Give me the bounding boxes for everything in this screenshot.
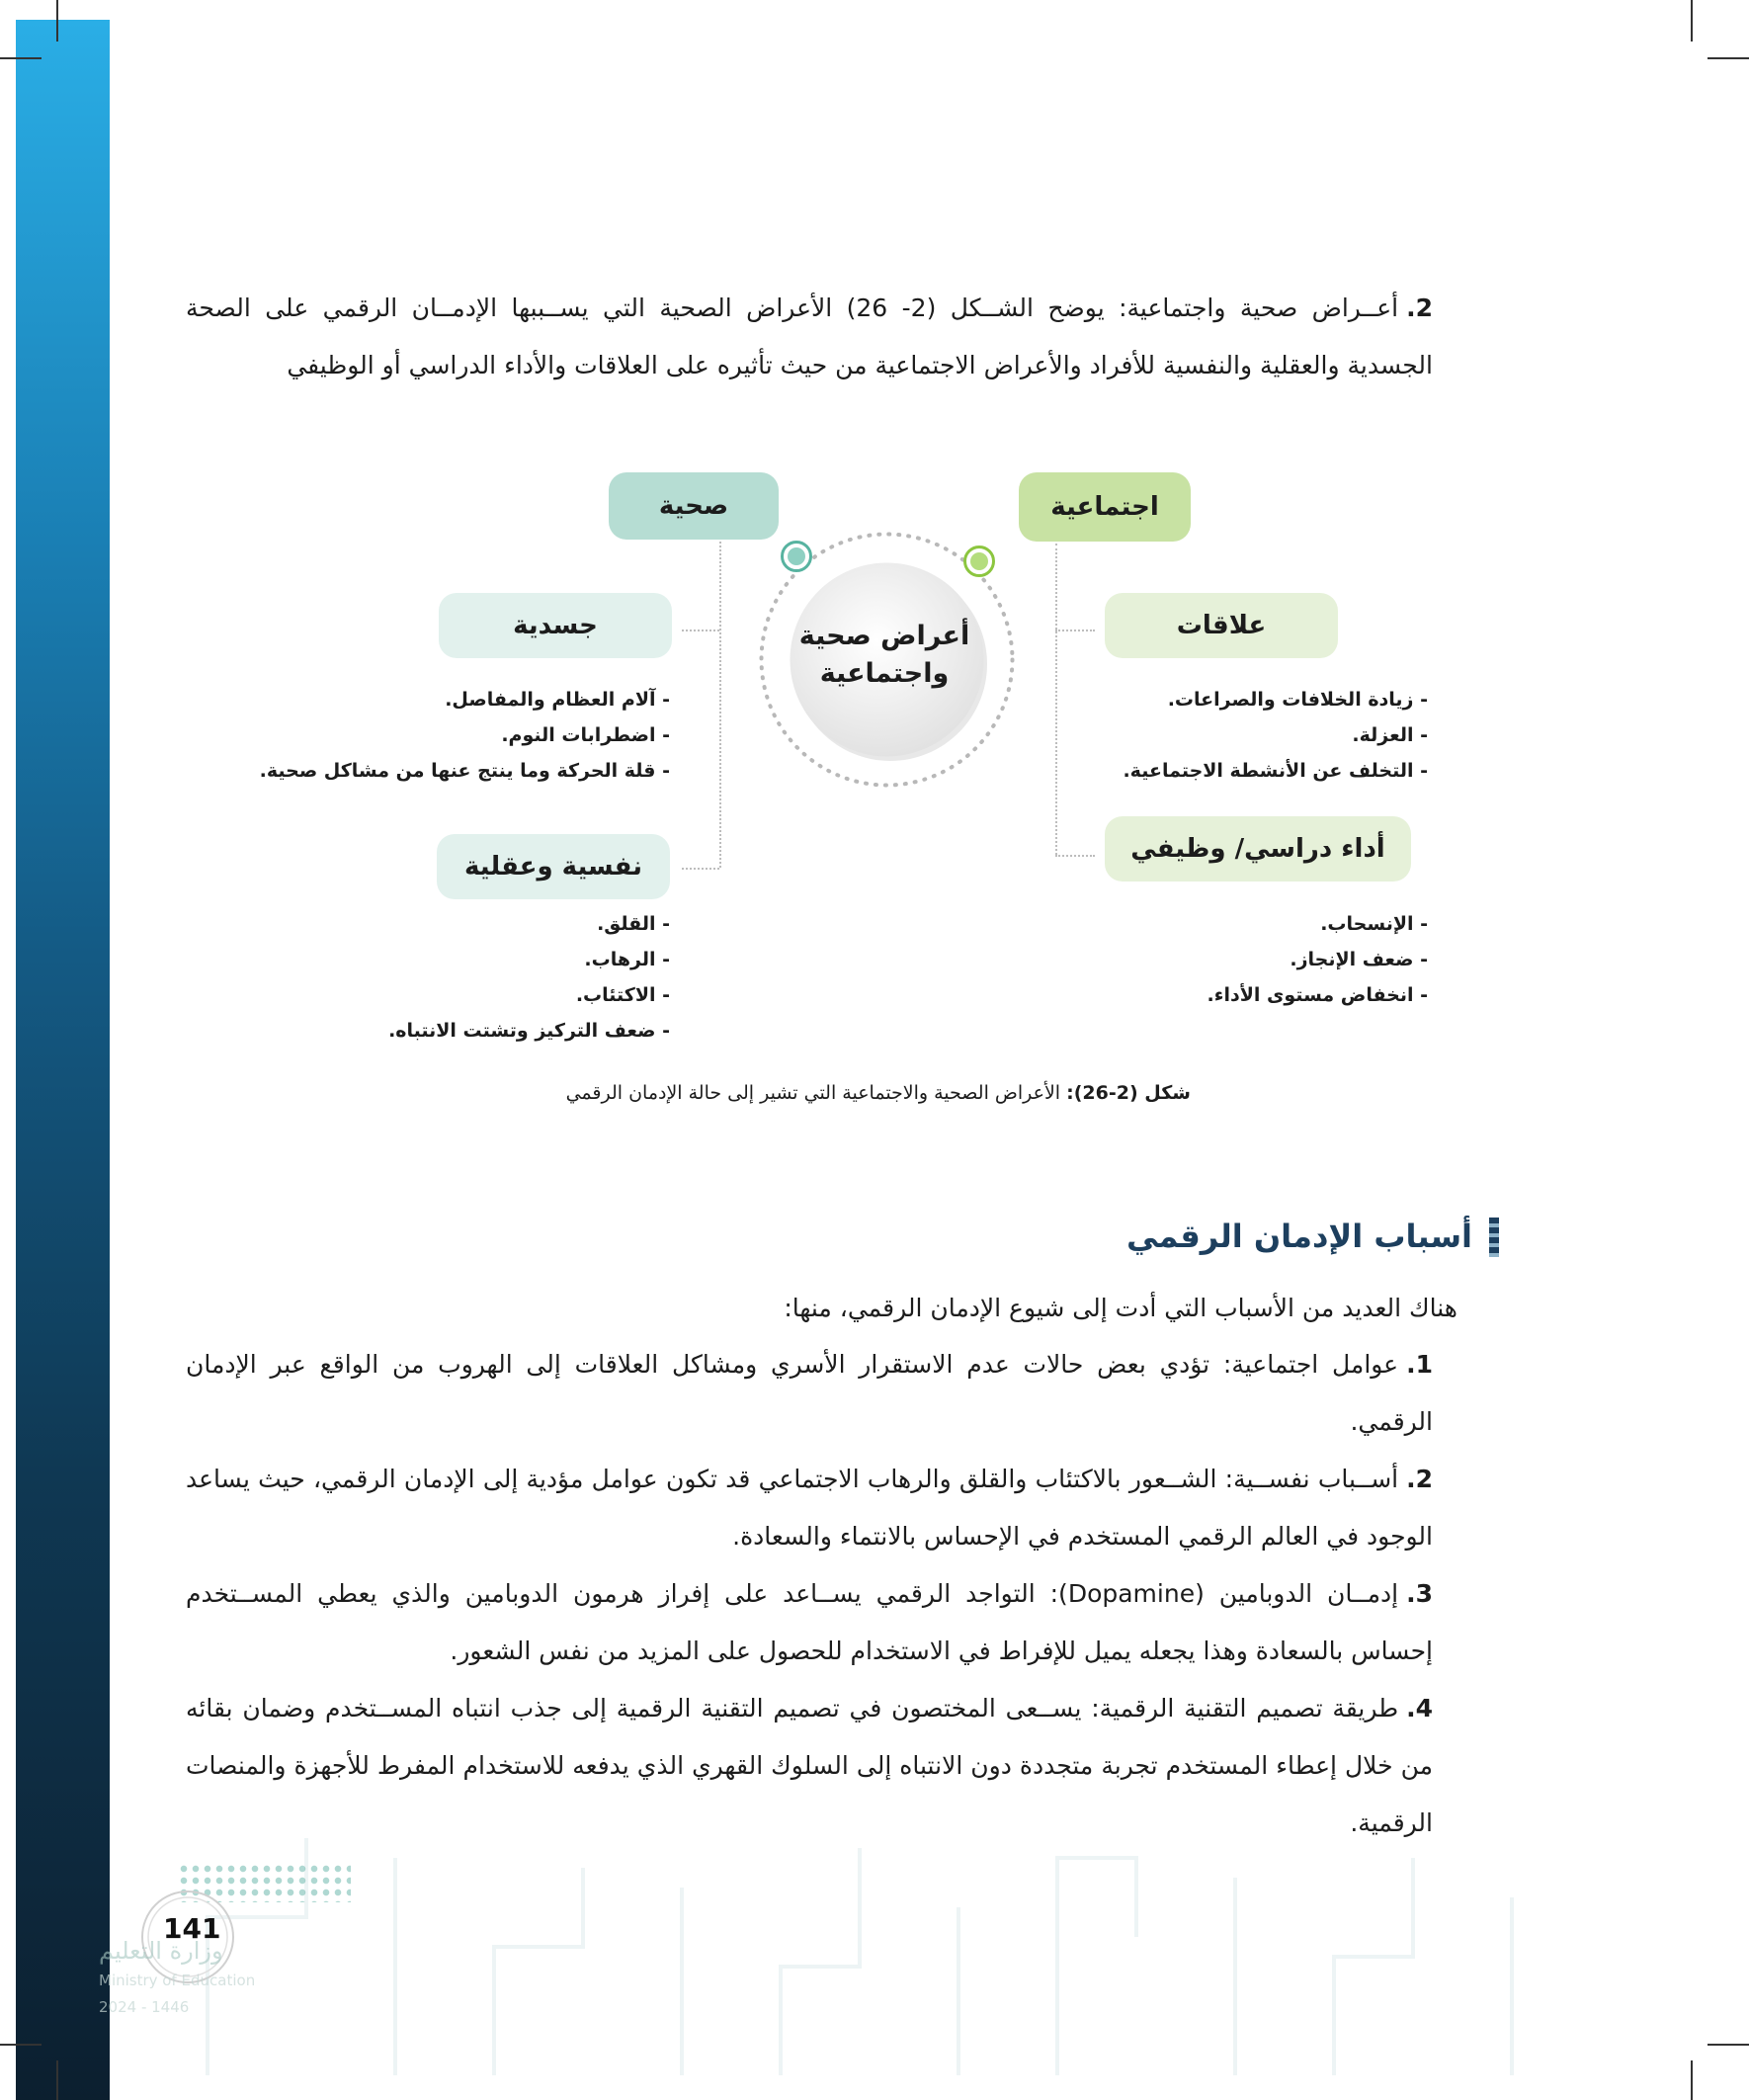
relations-box: علاقات — [1105, 593, 1338, 658]
health-connector-line — [682, 868, 719, 870]
crop-mark — [1707, 57, 1749, 59]
list-item: - العزلة. — [1352, 724, 1428, 746]
ministry-logo-text: وزارة التعليم — [99, 1937, 223, 1965]
list-item: - التخلف عن الأنشطة الاجتماعية. — [1123, 760, 1428, 782]
crop-mark — [0, 57, 42, 59]
figure-caption — [566, 1082, 1191, 1104]
health-connector-line — [682, 630, 719, 631]
list-item: - ضعف التركيز وتشتت الانتباه. — [388, 1020, 670, 1042]
crop-mark — [56, 2060, 58, 2100]
cause-item-4: 4.طريقة تصميم التقنية الرقمية: يســعى المختصون في تصميم التقنية الرقمية إلى جذب انتباه المســتخدم وضمان بقائه من خلال إعطاء المستخدم تجربة متجددة دون الانتباه إلى السلوك القهري الذي يدفعه للاستخدام المفرط للأجهزة والمنصات الرقمية. — [186, 1694, 1433, 1837]
list-item: - زيادة الخلافات والصراعات. — [1167, 689, 1428, 711]
relations-symptom-list — [1123, 682, 1428, 789]
crop-mark — [56, 0, 58, 42]
caption-label: شكل (2-26): — [1066, 1082, 1191, 1104]
social-connector-line — [1055, 544, 1057, 855]
cause-item-3: 3.إدمــان الدوبامين (Dopamine): التواجد الرقمي يســاعد على إفراز هرمون الدوبامين والذي يعطي المســتخدم إحساس بالسعادة وهذا يجعله يميل للإفراط في الاستخدام للحصول على المزيد من نفس الشعور. — [186, 1579, 1433, 1665]
section-title-marker — [1489, 1218, 1499, 1257]
list-item: - ضعف الإنجاز. — [1290, 949, 1428, 970]
health-connector-line — [719, 542, 721, 868]
crop-mark — [1707, 2044, 1749, 2046]
ministry-logo-subtitle: Ministry of Education — [99, 1972, 256, 1989]
mental-symptom-list — [388, 906, 670, 1049]
crop-mark — [0, 2044, 42, 2046]
list-item: - القلق. — [597, 913, 670, 935]
section-intro: هناك العديد من الأسباب التي أدت إلى شيوع الإدمان الرقمي، منها: — [784, 1294, 1458, 1322]
physical-box: جسدية — [439, 593, 672, 658]
intro-number: 2. — [1406, 294, 1433, 322]
section-title: أسباب الإدمان الرقمي — [1126, 1218, 1472, 1255]
intro-paragraph — [186, 280, 1433, 394]
teal-connector-dot — [781, 541, 812, 572]
cause-item-1: 1.عوامل اجتماعية: تؤدي بعض حالات عدم الاستقرار الأسري ومشاكل العلاقات إلى الهروب من الواقع عبر الإدمان الرقمي. — [186, 1350, 1433, 1436]
crop-mark — [1691, 0, 1693, 42]
list-item: - اضطرابات النوم. — [501, 724, 670, 746]
list-item: - انخفاض مستوى الأداء. — [1207, 984, 1428, 1006]
side-color-band — [16, 20, 110, 2100]
social-connector-line — [1055, 630, 1095, 631]
social-connector-line — [1055, 855, 1095, 857]
mental-box: نفسية وعقلية — [437, 834, 670, 899]
caption-text: الأعراض الصحية والاجتماعية التي تشير إلى حالة الإدمان الرقمي — [565, 1082, 1067, 1104]
performance-symptom-list — [1208, 906, 1428, 1013]
page-number: 141 — [163, 1912, 221, 1945]
ministry-logo-year: 2024 - 1446 — [99, 1998, 190, 2016]
social-category-box: اجتماعية — [1019, 472, 1191, 542]
list-item: - قلة الحركة وما ينتج عنها من مشاكل صحية. — [259, 760, 670, 782]
intro-text: أعــراض صحية واجتماعية: يوضح الشــكل (2- 26) الأعراض الصحية التي يســببها الإدمــان الرقمي على الصحة الجسدية والعقلية والنفسية للأفراد والأعراض الاجتماعية من حيث تأثيره على العلاقات والأداء الدراسي أو الوظيفي — [186, 294, 1433, 379]
green-connector-dot — [963, 546, 995, 577]
physical-symptom-list — [260, 682, 670, 789]
list-item: - آلام العظام والمفاصل. — [445, 689, 670, 711]
center-label: أعراض صحية واجتماعية — [798, 621, 970, 689]
health-category-box: صحية — [609, 472, 779, 540]
list-item: - الإنسحاب. — [1320, 913, 1428, 935]
list-item: - الرهاب. — [584, 949, 670, 970]
list-item: - الاكتئاب. — [575, 984, 670, 1006]
crop-mark — [1691, 2060, 1693, 2100]
cause-item-2: 2.أســباب نفســية: الشــعور بالاكتئاب والقلق والرهاب الاجتماعي قد تكون عوامل مؤدية إلى الإدمان الرقمي، حيث يساعد الوجود في العالم الرقمي المستخدم في الإحساس بالانتماء والسعادة. — [186, 1465, 1433, 1551]
performance-box: أداء دراسي/ وظيفي — [1105, 816, 1411, 882]
